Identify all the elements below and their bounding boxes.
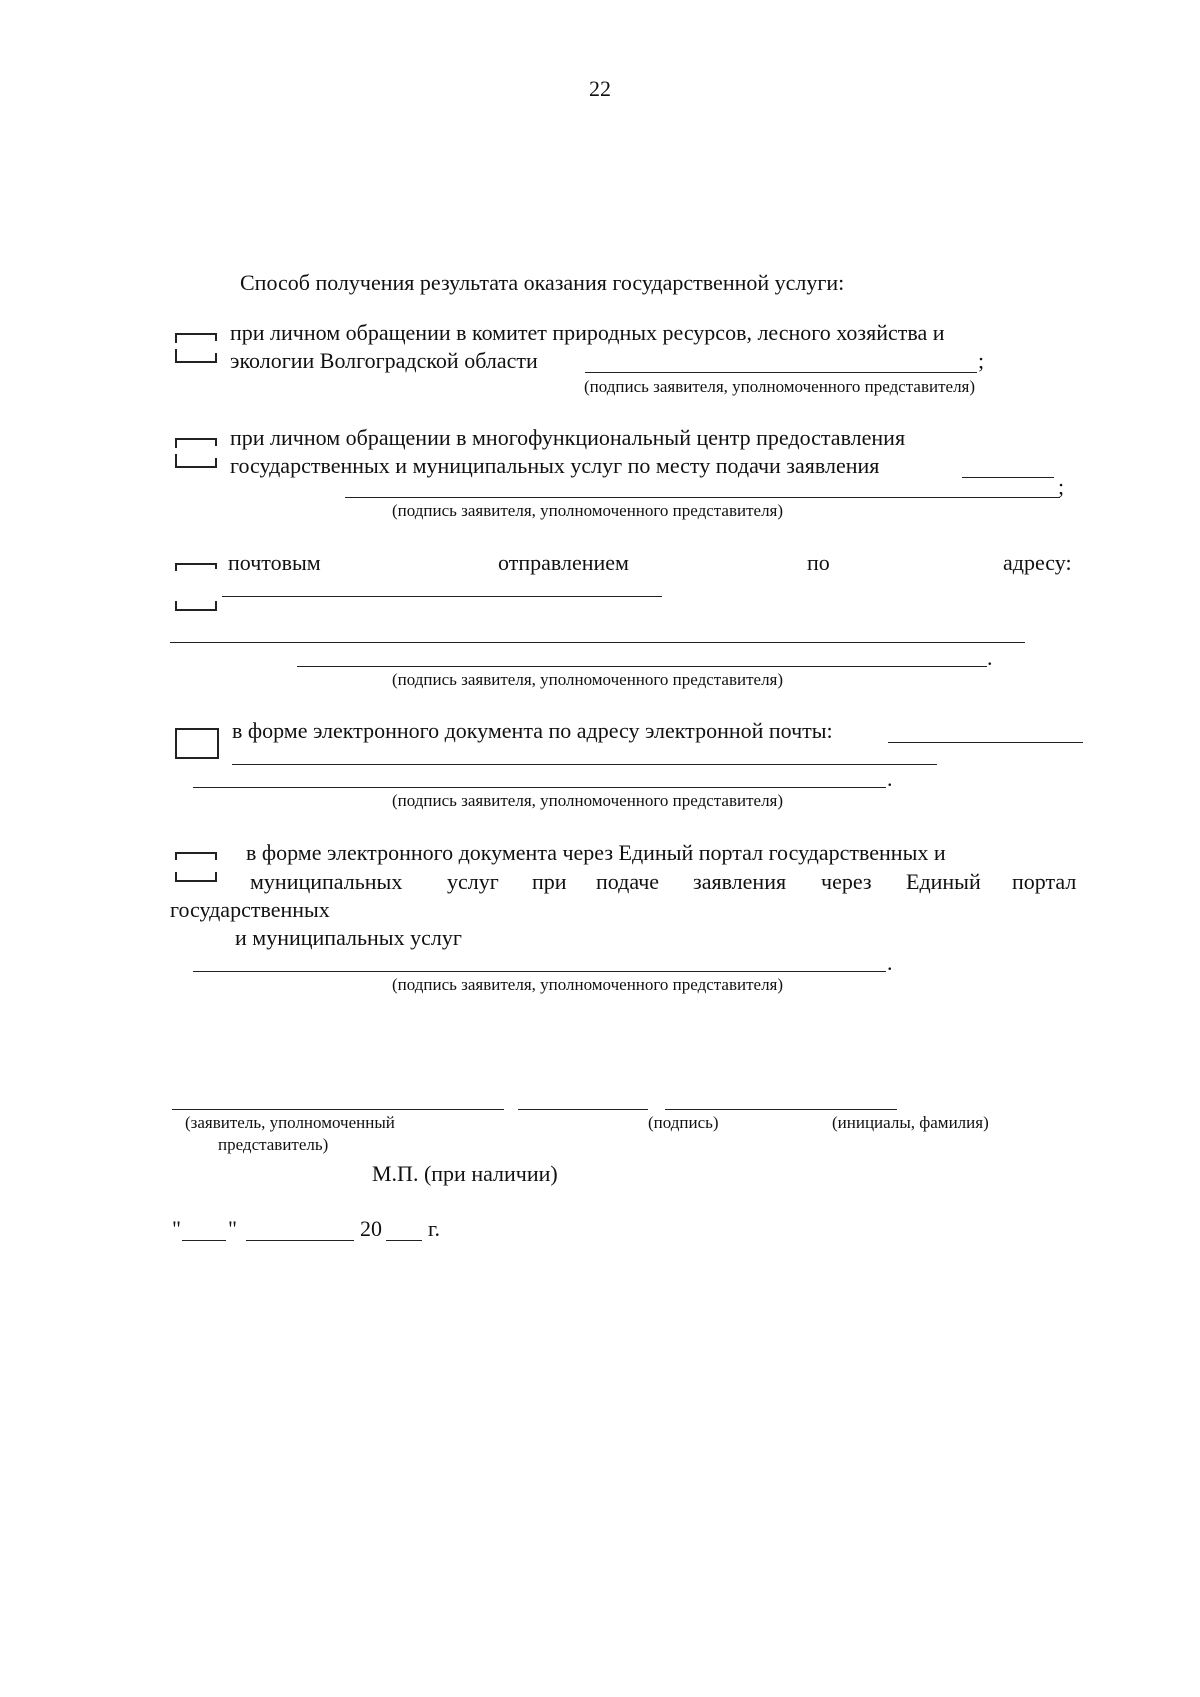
option-personal-committee-line1: при личном обращении в комитет природных ресурсов, лесного хозяйства и (230, 320, 945, 345)
postal-word-4: адресу: (1003, 550, 1072, 575)
signature-field-line[interactable] (518, 1109, 648, 1110)
page-number: 22 (589, 76, 611, 101)
checkbox-email[interactable] (175, 728, 219, 759)
postal-word-3: по (807, 550, 830, 575)
date-day-line[interactable] (182, 1240, 226, 1241)
signature-caption: (подпись заявителя, уполномоченного представителя) (392, 501, 784, 520)
date-quote-open: " (172, 1216, 181, 1241)
signature-caption: (подпись заявителя, уполномоченного представителя) (392, 975, 784, 994)
applicant-caption-line2: представитель) (218, 1135, 329, 1154)
option-epgu-line4: и муниципальных услуг (235, 925, 462, 950)
line-end-semicolon: ; (1058, 474, 1065, 499)
section-heading: Способ получения результата оказания государственной услуги: (240, 270, 845, 295)
option-epgu-word: при (532, 869, 567, 894)
email-line[interactable] (232, 764, 937, 765)
checkbox-epgu[interactable] (175, 852, 217, 882)
application-place-line[interactable] (962, 477, 1054, 478)
option-personal-mfc-line2: государственных и муниципальных услуг по месту подачи заявления (230, 453, 880, 478)
signature-line[interactable] (193, 971, 886, 972)
signature-line[interactable] (585, 372, 977, 373)
initials-surname-caption: (инициалы, фамилия) (832, 1113, 989, 1132)
line-end-semicolon: ; (978, 348, 985, 373)
address-line[interactable] (170, 642, 1025, 643)
line-end-period: . (887, 950, 893, 975)
option-personal-mfc-line1: при личном обращении в многофункциональный центр предоставления (230, 425, 906, 450)
option-epgu-word: через (821, 869, 872, 894)
postal-word-2: отправлением (498, 550, 629, 575)
checkbox-personal-committee[interactable] (175, 333, 217, 363)
option-epgu-line1: в форме электронного документа через Единый портал государственных и (246, 840, 946, 865)
line-end-period: . (887, 766, 893, 791)
option-epgu-word: услуг (447, 869, 499, 894)
date-year-suffix: г. (428, 1216, 441, 1241)
date-year-line[interactable] (386, 1240, 422, 1241)
signature-caption: (подпись заявителя, уполномоченного представителя) (392, 791, 784, 810)
option-epgu-word: подаче (596, 869, 660, 894)
applicant-caption-line1: (заявитель, уполномоченный (185, 1113, 395, 1132)
signature-line[interactable] (193, 787, 886, 788)
signature-field-caption: (подпись) (648, 1113, 719, 1132)
address-line[interactable] (222, 596, 662, 597)
option-epgu-word: Единый (906, 869, 981, 894)
initials-surname-line[interactable] (665, 1109, 897, 1110)
option-epgu-word: портал (1012, 869, 1077, 894)
option-epgu-line3: государственных (170, 897, 330, 922)
date-month-line[interactable] (246, 1240, 354, 1241)
date-year-prefix: 20 (360, 1216, 382, 1241)
signature-caption: (подпись заявителя, уполномоченного представителя) (392, 670, 784, 689)
date-quote-close: " (228, 1216, 237, 1241)
signature-line[interactable] (297, 666, 987, 667)
option-personal-committee-line2: экологии Волгоградской области (230, 348, 538, 373)
option-epgu-word: муниципальных (250, 869, 403, 894)
checkbox-personal-mfc[interactable] (175, 438, 217, 468)
option-email-text: в форме электронного документа по адресу электронной почты: (232, 718, 833, 743)
signature-caption: (подпись заявителя, уполномоченного представителя) (584, 377, 976, 396)
email-line[interactable] (888, 742, 1083, 743)
stamp-label: М.П. (при наличии) (372, 1161, 558, 1186)
postal-word-1: почтовым (228, 550, 321, 575)
applicant-line[interactable] (172, 1109, 504, 1110)
line-end-period: . (987, 645, 993, 670)
checkbox-postal[interactable] (175, 563, 217, 611)
option-epgu-word: заявления (693, 869, 787, 894)
signature-line[interactable] (345, 497, 1060, 498)
